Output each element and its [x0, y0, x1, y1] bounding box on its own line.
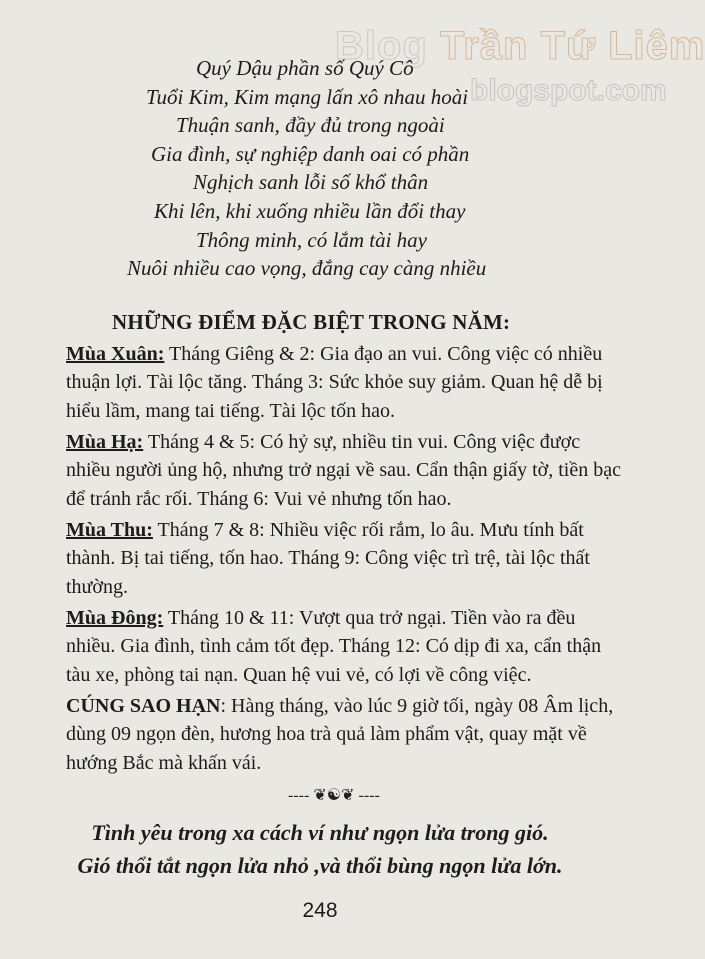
poem-line: Khi lên, khi xuống nhiều lần đổi thay [154, 198, 466, 223]
poem-line: Quý Dậu phần số Quý Cô [196, 56, 414, 80]
season-text: Tháng 10 & 11: Vượt qua trở ngại. Tiền vào ra đều nhiều. Gia đình, tình cảm tốt đẹp. Tháng 12: Có dịp đi xa, cẩn thận tàu xe, phòng tai nạn. Quan hệ vui vẻ, có lợi về công việc. [66, 607, 602, 686]
season-winter [66, 604, 626, 692]
watermark-author-name: Trần Tứ Liêm [440, 24, 705, 68]
cung-sao-han-text: : Hàng tháng, vào lúc 9 giờ tối, ngày 08 Âm lịch, dùng 09 ngọn đèn, hương hoa trà quả làm phẩm vật, quay mặt về hướng Bắc mà khấn vái. [66, 695, 614, 774]
quote-line: Tình yêu trong xa cách ví như ngọn lửa trong gió. [91, 820, 549, 845]
poem-line: Tuổi Kim, Kim mạng lấn xô nhau hoài [146, 84, 469, 109]
watermark-domain: blogspot.com [470, 74, 667, 107]
section-heading: NHỮNG ĐIỂM ĐẶC BIỆT TRONG NĂM: [112, 310, 511, 334]
poem-line: Nuôi nhiều cao vọng, đắng cay càng nhiều [127, 256, 487, 281]
season-spring [66, 340, 626, 428]
season-text: Tháng 7 & 8: Nhiều việc rối rắm, lo âu. Mưu tính bất thành. Bị tai tiếng, tốn hao. Tháng 9: Công việc trì trệ, tài lộc thất thường. [66, 519, 590, 598]
cung-sao-han [66, 692, 626, 780]
poem-line: Thông minh, có lắm tài hay [196, 227, 427, 252]
season-autumn [66, 516, 626, 604]
poem [0, 54, 640, 283]
season-text: Tháng Giêng & 2: Gia đạo an vui. Công việc có nhiều thuận lợi. Tài lộc tăng. Tháng 3: Sức khỏe suy giảm. Quan hệ dễ bị hiểu lầm, mang tai tiếng. Tài lộc tốn hao. [66, 343, 603, 422]
page-number: 248 [302, 899, 338, 922]
poem-line: Gia đình, sự nghiệp danh oai có phần [151, 141, 470, 166]
season-label: Mùa Hạ: [66, 431, 144, 453]
poem-line: Nghịch sanh lỗi số khổ thân [193, 170, 429, 195]
season-label: Mùa Xuân: [66, 343, 165, 365]
ornament-divider: ---- ❦☯❦ ---- [288, 787, 380, 804]
season-summer [66, 428, 626, 516]
season-label: Mùa Đông: [66, 607, 164, 629]
cung-sao-han-label: CÚNG SAO HẠN [66, 695, 221, 717]
poem-line: Thuận sanh, đầy đủ trong ngoài [176, 113, 445, 138]
season-text: Tháng 4 & 5: Có hỷ sự, nhiều tin vui. Công việc được nhiều người ủng hộ, nhưng trở ngại về sau. Cẩn thận giấy tờ, tiền bạc để tránh rắc rối. Tháng 6: Vui vẻ nhưng tốn hao. [66, 431, 621, 510]
season-label: Mùa Thu: [66, 519, 153, 541]
watermark-blog-word: Blog [335, 24, 428, 68]
quote-line: Gió thổi tắt ngọn lửa nhỏ ,và thổi bùng ngọn lửa lớn. [77, 853, 563, 878]
